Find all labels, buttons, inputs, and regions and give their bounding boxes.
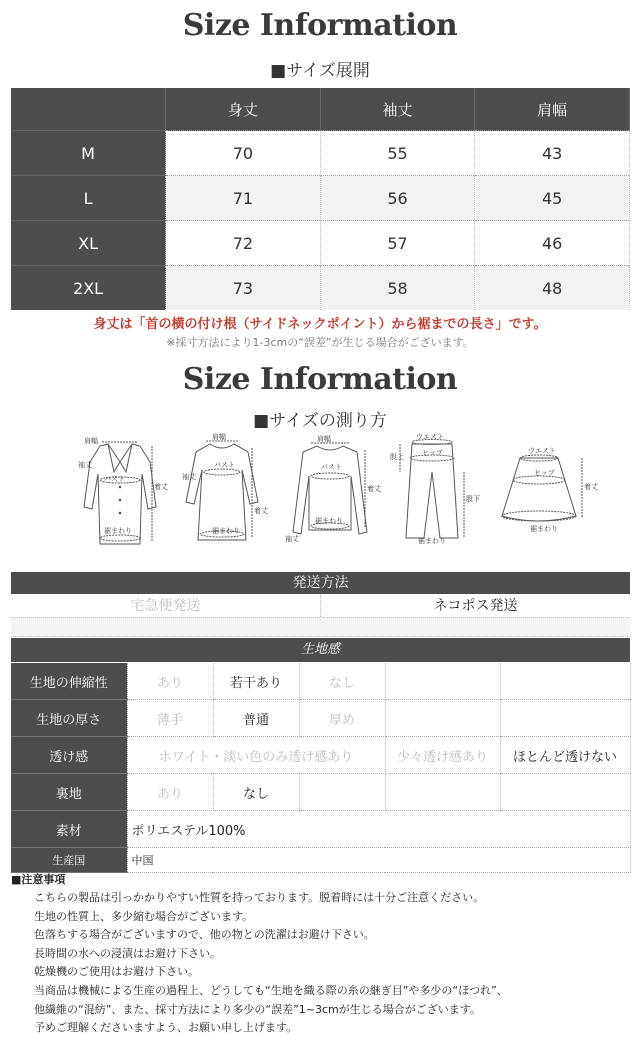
size-row (11, 221, 630, 266)
dress-label: 袖丈 (182, 473, 196, 481)
fabric-row-lining (11, 774, 630, 811)
material-label: 素材 (11, 811, 127, 848)
pants-label: 裾まわり (418, 537, 446, 545)
fabric-cell (299, 774, 385, 811)
dress-figure (182, 432, 268, 547)
fabric-cell: なし (299, 663, 385, 700)
size-value: 45 (475, 176, 630, 221)
note-item: 生地の性質上、多少縮む場合がございます。 (34, 909, 254, 923)
fabric-cell (385, 663, 500, 700)
fabric-cell: 厚め (299, 700, 385, 737)
shirt-outline-icon (285, 432, 375, 547)
size-info-title: Size Information (182, 8, 458, 43)
fabric-row-sheerness (11, 737, 630, 774)
coat-label: バスト (104, 475, 125, 483)
fabric-row-thickness (11, 700, 630, 737)
pants-label: ウエスト (416, 433, 444, 441)
fabric-row-label: 生地の厚さ (11, 700, 127, 737)
size-chart-subtitle: ■サイズ展開 (270, 61, 370, 81)
shipping-spacer (11, 618, 630, 637)
size-value: 58 (320, 266, 475, 311)
origin-value: 中国 (127, 848, 630, 873)
size-value: 46 (475, 221, 630, 266)
dress-label: 着丈 (254, 507, 268, 515)
size-value: 43 (475, 131, 630, 176)
pants-label: 股上 (390, 453, 404, 461)
fabric-row-material (11, 811, 630, 848)
fabric-cell (500, 700, 630, 737)
dress-label: バスト (214, 461, 235, 469)
note-item: 長時間の水への浸漬はお避け下さい。 (34, 946, 221, 960)
note-item: こちらの製品は引っかかりやすい性質を持っております。脱着時には十分ご注意ください。 (34, 891, 485, 904)
skirt-label: ウエスト (528, 447, 556, 455)
fabric-cell: 若干あり (213, 663, 299, 700)
fabric-cell: 普通 (213, 700, 299, 737)
size-value: 70 (166, 131, 321, 176)
fabric-cell: あり (127, 774, 213, 811)
fabric-cell (385, 774, 500, 811)
fabric-header: 生地感 (11, 638, 630, 662)
col-shoulder-width: 肩幅 (475, 88, 630, 131)
fabric-cell: あり (127, 663, 213, 700)
shirt-label: 肩幅 (317, 435, 331, 443)
fabric-row-label: 裏地 (11, 774, 127, 811)
coat-label: 袖丈 (78, 461, 92, 469)
size-table-header (11, 88, 630, 131)
shirt-figure (285, 432, 381, 547)
coat-label: 裾まわり (104, 527, 132, 535)
body-length-note: 身丈は「首の横の付け根（サイドネックポイント）から裾までの長さ」です。 (93, 317, 547, 332)
measurement-figures (70, 432, 598, 552)
col-sleeve-length: 袖丈 (320, 88, 475, 131)
size-row (11, 176, 630, 221)
shirt-label: 裾まわり (315, 517, 343, 525)
coat-figure (78, 432, 168, 547)
size-table (11, 88, 630, 310)
shipping-option-takkyubin: 宅急便発送 (11, 595, 321, 617)
size-value: 56 (320, 176, 475, 221)
notes-list (34, 889, 508, 1038)
material-value: ポリエステル100% (127, 811, 630, 848)
note-item: 予めご理解くださいますよう、お願い申し上げます。 (34, 1021, 298, 1035)
fabric-cell (500, 663, 630, 700)
size-table-corner (11, 88, 166, 131)
size-value: 71 (166, 176, 321, 221)
dress-label: 裾まわり (212, 527, 240, 535)
shirt-label: 袖丈 (285, 535, 299, 543)
fabric-cell: 薄手 (127, 700, 213, 737)
size-label: L (11, 176, 166, 221)
measure-subtitle: ■サイズの測り方 (253, 411, 387, 431)
note-item: 他繊維の“混紡”、また、採寸方法により多少の“誤差”1~3cmが生じる場合がございます。 (34, 1002, 481, 1016)
fabric-row-label: 透け感 (11, 737, 127, 774)
skirt-label: ヒップ (534, 469, 555, 477)
dress-label: 肩幅 (212, 433, 226, 441)
skirt-label: 裾まわり (530, 525, 558, 533)
size-value: 73 (166, 266, 321, 311)
size-value: 72 (166, 221, 321, 266)
size-label: M (11, 131, 166, 176)
pants-figure (390, 432, 480, 547)
shipping-options (11, 595, 630, 618)
skirt-label: 着丈 (584, 483, 598, 491)
note-item: 当商品は機械による生産の過程上、どうしても“生地を織る際の糸の継ぎ目”や多少の“ほつれ”、 (34, 983, 508, 997)
size-value: 57 (320, 221, 475, 266)
size-row (11, 131, 630, 176)
shipping-header: 発送方法 (11, 572, 630, 594)
fabric-row-label: 生地の伸縮性 (11, 663, 127, 700)
shipping-option-nekopos: ネコポス発送 (433, 598, 518, 614)
size-label: XL (11, 221, 166, 266)
skirt-figure (490, 432, 598, 547)
fabric-cell: 少々透け感あり (385, 737, 500, 774)
shirt-label: バスト (321, 463, 342, 471)
coat-label: 着丈 (154, 483, 168, 491)
note-item: 乾燥機のご使用はお避け下さい。 (34, 965, 199, 979)
note-item: 色落ちする場合がございますので、他の物との洗濯はお避け下さい。 (34, 928, 375, 942)
pants-label: ヒップ (422, 449, 443, 457)
col-body-length: 身丈 (166, 88, 321, 131)
fabric-cell: ホワイト・淡い色のみ透け感あり (127, 737, 385, 774)
fabric-row-origin (11, 848, 630, 873)
notes-title: ■注意事項 (11, 873, 66, 886)
pants-label: 股下 (466, 495, 480, 503)
fabric-row-stretch (11, 663, 630, 700)
measure-title: Size Information (182, 362, 458, 397)
fabric-cell: ほとんど透けない (500, 737, 630, 774)
shirt-label: 着丈 (367, 485, 381, 493)
origin-label: 生産国 (11, 848, 127, 873)
size-value: 55 (320, 131, 475, 176)
size-row (11, 266, 630, 311)
fabric-table (11, 663, 631, 873)
fabric-cell (385, 700, 500, 737)
coat-label: 肩幅 (84, 437, 98, 445)
fabric-cell: なし (213, 774, 299, 811)
fabric-cell (500, 774, 630, 811)
size-label: 2XL (11, 266, 166, 311)
size-value: 48 (475, 266, 630, 311)
measurement-error-note: ※採寸方法により1-3cmの“誤差”が生じる場合がございます。 (166, 336, 474, 349)
